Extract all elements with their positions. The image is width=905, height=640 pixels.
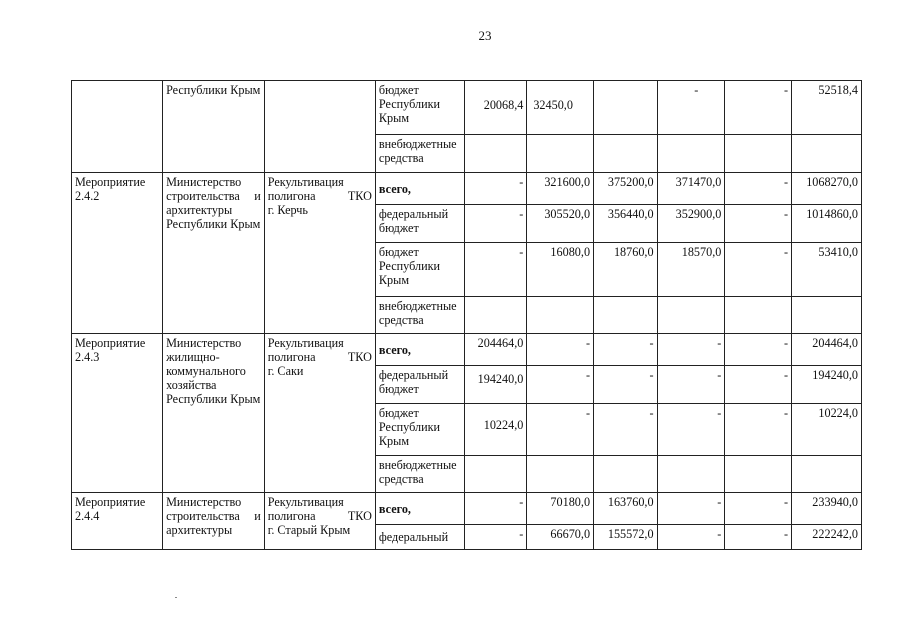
event-cell: Мероприятие 2.4.4 (72, 493, 163, 550)
value-cell: - (594, 404, 658, 456)
executor-line: архитектуры Республики Крым (166, 203, 261, 231)
event-cell (72, 81, 163, 173)
value-cell (594, 81, 658, 135)
total-cell: 204464,0 (792, 334, 862, 366)
total-cell: 1068270,0 (792, 173, 862, 205)
value-cell: 18760,0 (594, 243, 658, 297)
source-label: федеральный (375, 525, 464, 550)
value-cell: 356440,0 (594, 205, 658, 243)
value-cell: - (725, 173, 792, 205)
value-cell: 155572,0 (594, 525, 658, 550)
page-number: 23 (478, 28, 492, 43)
value-cell: - (725, 81, 792, 135)
source-label: внебюджетные средства (375, 297, 464, 334)
value-cell: 20068,4 (464, 81, 526, 135)
executor-line: строительства и (166, 189, 261, 203)
total-cell: 222242,0 (792, 525, 862, 550)
value-cell: 371470,0 (657, 173, 725, 205)
value-cell: - (594, 334, 658, 366)
financing-table (71, 80, 862, 550)
value-cell: 375200,0 (594, 173, 658, 205)
source-label: внебюджетные средства (375, 135, 464, 173)
value-cell: - (657, 525, 725, 550)
total-cell: 233940,0 (792, 493, 862, 525)
value-cell: - (657, 404, 725, 456)
event-title-cell: Рекультивация полигона ТКО г. Саки (264, 334, 375, 493)
event-title-cell: Рекультивация полигона ТКО г. Старый Крым (264, 493, 375, 550)
source-label: бюджет Республики Крым (375, 404, 464, 456)
value-cell: - (464, 525, 526, 550)
value-cell: 70180,0 (527, 493, 594, 525)
event-cell: Мероприятие 2.4.2 (72, 173, 163, 334)
value-cell: - (725, 366, 792, 404)
value-cell: 194240,0 (464, 366, 526, 404)
value-cell: 32450,0 (527, 81, 594, 135)
value-cell: - (657, 366, 725, 404)
table-row (72, 334, 862, 366)
value-cell: - (725, 243, 792, 297)
source-label: всего, (375, 493, 464, 525)
source-label: бюджет Республики Крым (375, 243, 464, 297)
value-cell: - (657, 493, 725, 525)
value-cell: 163760,0 (594, 493, 658, 525)
event-title-cell (264, 81, 375, 173)
total-cell: 1014860,0 (792, 205, 862, 243)
value-cell: - (527, 404, 594, 456)
value-cell: 10224,0 (464, 404, 526, 456)
event-title-cell: Рекультивация полигона ТКО г. Керчь (264, 173, 375, 334)
source-label: федеральный бюджет (375, 366, 464, 404)
executor-line: Министерство (166, 175, 242, 189)
table-row (72, 173, 862, 205)
source-label: всего, (375, 173, 464, 205)
value-cell: 66670,0 (527, 525, 594, 550)
value-cell: - (657, 334, 725, 366)
value-cell: 305520,0 (527, 205, 594, 243)
total-cell: 52518,4 (792, 81, 862, 135)
value-cell: 321600,0 (527, 173, 594, 205)
event-cell: Мероприятие 2.4.3 (72, 334, 163, 493)
value-cell: - (725, 493, 792, 525)
value-cell: - (657, 81, 725, 135)
value-cell: 352900,0 (657, 205, 725, 243)
executor-cell: Министерство строительства и архитектуры (163, 493, 265, 550)
source-label: бюджет Республики Крым (375, 81, 464, 135)
executor-cell: Республики Крым (163, 81, 265, 173)
executor-cell: Министерство жилищно-коммунального хозяйства Республики Крым (163, 334, 265, 493)
value-cell: - (464, 243, 526, 297)
value-cell: - (464, 493, 526, 525)
value-cell: - (594, 366, 658, 404)
source-label: внебюджетные средства (375, 456, 464, 493)
value-cell: - (725, 525, 792, 550)
total-cell: 53410,0 (792, 243, 862, 297)
executor-cell (163, 173, 265, 334)
scan-speck (175, 597, 177, 598)
value-cell: - (527, 366, 594, 404)
table-row (72, 81, 862, 135)
value-cell: - (464, 205, 526, 243)
value-cell: - (725, 334, 792, 366)
value-cell: - (464, 173, 526, 205)
value-cell: - (725, 205, 792, 243)
value-cell: 18570,0 (657, 243, 725, 297)
source-label: федеральный бюджет (375, 205, 464, 243)
total-cell: 194240,0 (792, 366, 862, 404)
value-cell: 16080,0 (527, 243, 594, 297)
value-cell: - (725, 404, 792, 456)
value-cell: 204464,0 (464, 334, 526, 366)
table-row (72, 493, 862, 525)
value-cell: - (527, 334, 594, 366)
source-label: всего, (375, 334, 464, 366)
total-cell: 10224,0 (792, 404, 862, 456)
